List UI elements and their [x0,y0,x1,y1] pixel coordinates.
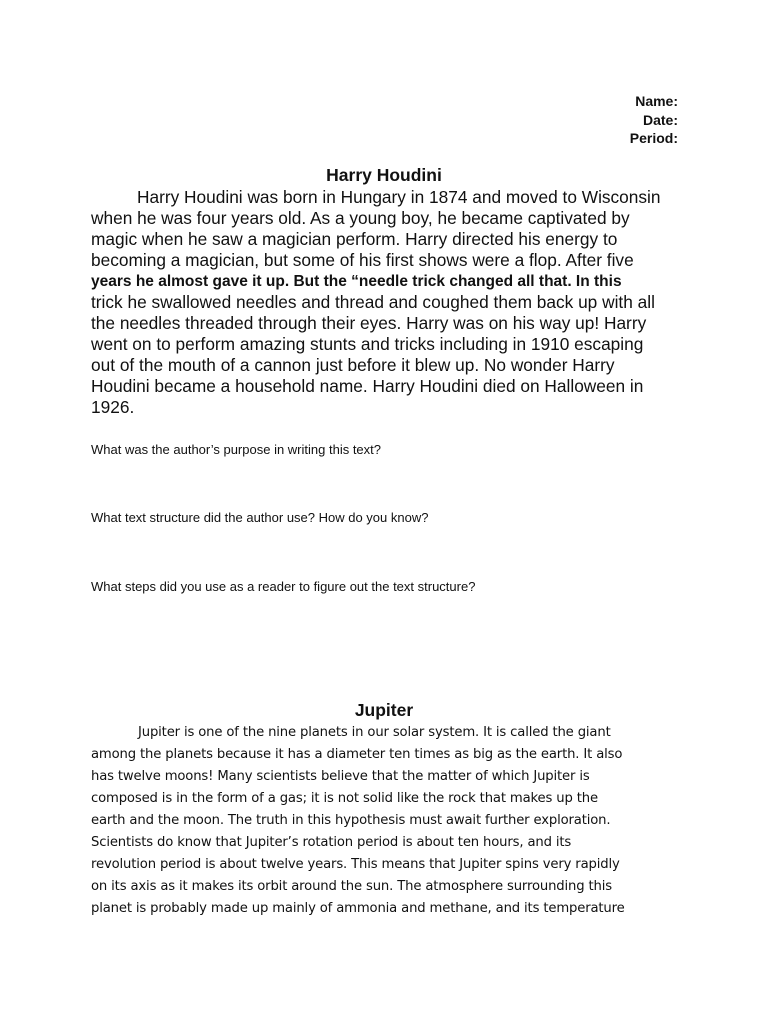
passage-line: earth and the moon. The truth in this hypothesis must await further exploration. [91,813,611,828]
passage-line: trick he swallowed needles and thread and coughed them back up with all [91,292,655,312]
passage-line: Harry Houdini was born in Hungary in 1874 and moved to Wisconsin [137,187,661,207]
passage-line: Jupiter is one of the nine planets in our solar system. It is called the giant [138,725,611,740]
passage-line: went on to perform amazing stunts and tricks including in 1910 escaping [91,334,644,354]
passage-line: becoming a magician, but some of his first shows were a flop. After five [91,250,634,270]
passage-title-jupiter: Jupiter [354,700,414,720]
question-reader-steps: What steps did you use as a reader to figure out the text structure? [91,579,476,594]
passage-line: magic when he saw a magician perform. Harry directed his energy to [91,229,618,249]
passage-body-houdini [91,187,687,418]
question-text-structure: What text structure did the author use? How do you know? [91,510,429,525]
passage-line: out of the mouth of a cannon just before it blew up. No wonder Harry [91,355,615,375]
date-label: Date: [642,111,678,128]
passage-line: Scientists do know that Jupiter’s rotation period is about ten hours, and its [91,835,572,850]
passage-line: revolution period is about twelve years. This means that Jupiter spins very rapidly [91,857,620,872]
name-label: Name: [635,93,678,109]
passage-line: the needles threaded through their eyes. Harry was on his way up! Harry [91,313,647,333]
passage-line: when he was four years old. As a young boy, he became captivated by [91,208,630,228]
question-author-purpose: What was the author’s purpose in writing this text? [91,442,381,457]
passage-line: on its axis as it makes its orbit around the sun. The atmosphere surrounding this [91,879,612,894]
passage-line: 1926. [91,397,135,417]
passage-line: planet is probably made up mainly of ammonia and methane, and its temperature [91,901,625,916]
period-label: Period: [629,130,678,146]
passage-line: composed is in the form of a gas; it is not solid like the rock that makes up the [91,791,598,806]
passage-title-houdini: Harry Houdini [326,165,442,185]
passage-body-jupiter [91,722,691,920]
passage-line: among the planets because it has a diameter ten times as big as the earth. It also [91,747,623,762]
student-info-fields [630,92,678,148]
passage-line: has twelve moons! Many scientists believe that the matter of which Jupiter is [91,769,590,784]
passage-line: Houdini became a household name. Harry Houdini died on Halloween in [91,376,644,396]
passage-line-bold: years he almost gave it up. But the “needle trick changed all that. In this [91,273,622,290]
